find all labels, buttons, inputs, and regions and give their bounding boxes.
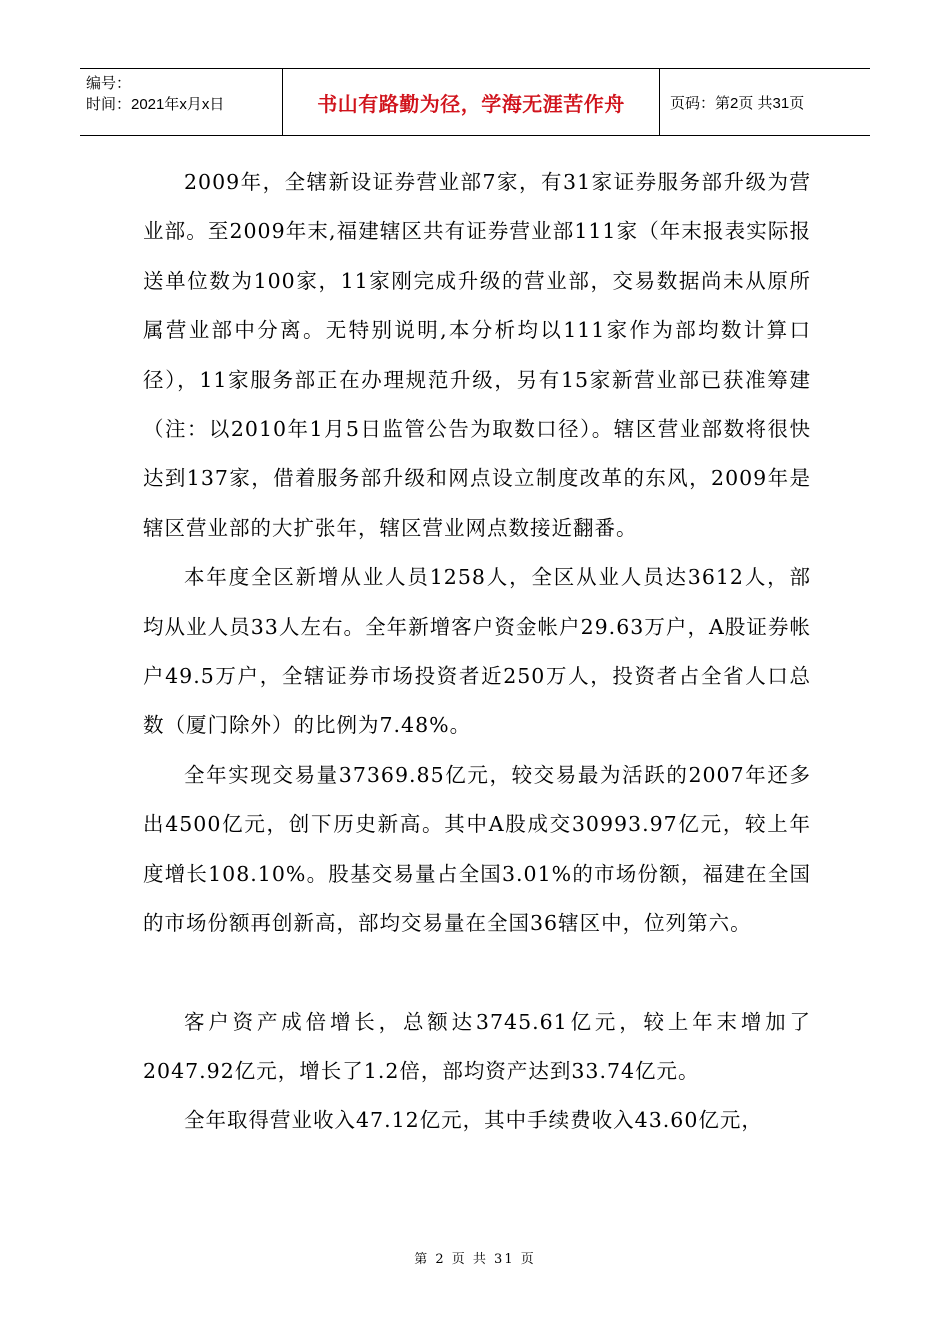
page-info: 页码：第2页 共31页 [670, 94, 805, 112]
paragraph-assets: 客户资产成倍增长，总额达3745.61亿元，较上年末增加了2047.92亿元，增长了1.2倍，部均资产达到33.74亿元。 [143, 1009, 811, 1083]
motto-text: 书山有路勤为径，学海无涯苦作舟 [317, 91, 625, 116]
body-text [143, 158, 811, 1146]
header-page-cell [660, 69, 870, 135]
header-motto-cell [282, 69, 660, 135]
number-label: 编号： [86, 75, 132, 92]
page-footer: 第 2 页 共 31 页 [414, 1252, 536, 1267]
paragraph-revenue: 全年取得营业收入47.12亿元，其中手续费收入43.60亿元， [184, 1108, 763, 1133]
paragraph-staff: 本年度全区新增从业人员1258人，全区从业人员达3612人，部均从业人员33人左右。全年新增客户资金帐户29.63万户，A股证券帐户49.5万户，全辖证券市场投资者近250万人，投资者占全省人口总数（厦门除外）的比例为7.48%。 [143, 565, 811, 738]
header-meta [80, 69, 282, 135]
paragraph-volume: 全年实现交易量37369.85亿元，较交易最为活跃的2007年还多出4500亿元，创下历史新高。其中A股成交30993.97亿元，较上年度增长108.10%。股基交易量占全国3.01%的市场份额，福建在全国的市场份额再创新高，部均交易量在全国36辖区中，位列第六。 [143, 762, 811, 936]
paragraph-outlets: 2009年，全辖新设证券营业部7家，有31家证券服务部升级为营业部。至2009年末,福建辖区共有证券营业部111家（年末报表实际报送单位数为100家，11家刚完成升级的营业部，交易数据尚未从原所属营业部中分离。无特别说明,本分析均以111家作为部均数计算口径），11家服务部正在办理规范升级，另有15家新营业部已获准筹建（注：以2010年1月5日监管公告为取数口径）。辖区营业部数将很快达到137家，借着服务部升级和网点设立制度改革的东风，2009年是辖区营业部的大扩张年，辖区营业网点数接近翻番。 [143, 170, 811, 540]
page-header [80, 68, 870, 136]
time-label: 时间：2021年x月x日 [86, 96, 225, 113]
